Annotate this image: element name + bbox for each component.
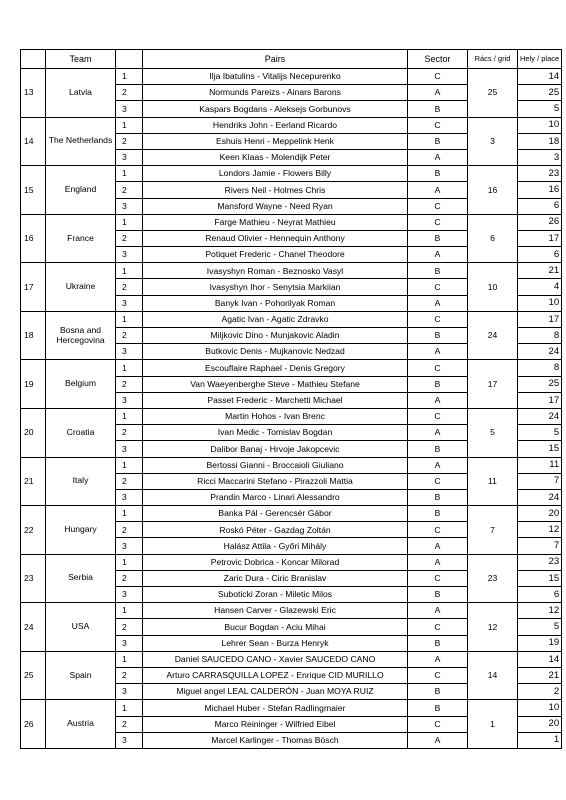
pair-names: Banyk Ivan - Pohorilyak Roman (143, 295, 408, 311)
pair-number: 3 (116, 198, 143, 214)
pair-number: 2 (116, 716, 143, 732)
sector: B (408, 263, 468, 279)
place: 6 (518, 587, 562, 603)
pair-number: 2 (116, 425, 143, 441)
pair-number: 2 (116, 619, 143, 635)
team-name: Italy (46, 457, 116, 506)
place: 7 (518, 538, 562, 554)
place: 10 (518, 295, 562, 311)
pair-number: 1 (116, 311, 143, 327)
place: 6 (518, 198, 562, 214)
place: 26 (518, 214, 562, 230)
pair-number: 2 (116, 85, 143, 101)
table-row (21, 603, 562, 619)
sector: B (408, 133, 468, 149)
pair-number: 2 (116, 522, 143, 538)
team-number: 21 (21, 457, 46, 506)
pair-names: Renaud Olivier - Hennequin Anthony (143, 230, 408, 246)
sector: C (408, 279, 468, 295)
pair-names: Farge Mathieu - Neyrat Mathieu (143, 214, 408, 230)
grid-number: 3 (468, 117, 518, 166)
team-number: 13 (21, 69, 46, 118)
pair-names: Dalibor Banaj - Hrvoje Jakopcevic (143, 441, 408, 457)
pair-names: Prandin Marco - Linari Alessandro (143, 489, 408, 505)
place: 8 (518, 328, 562, 344)
team-name: USA (46, 603, 116, 652)
table-row (21, 651, 562, 667)
sector: B (408, 587, 468, 603)
table-row (21, 214, 562, 230)
sector: B (408, 230, 468, 246)
team-number: 19 (21, 360, 46, 409)
place: 2 (518, 684, 562, 700)
team-number: 23 (21, 554, 46, 603)
place: 16 (518, 182, 562, 198)
pair-number: 3 (116, 101, 143, 117)
place: 12 (518, 603, 562, 619)
pair-number: 3 (116, 587, 143, 603)
pair-names: Zaric Dura - Ciric Branislav (143, 570, 408, 586)
team-number: 16 (21, 214, 46, 263)
header-place: Hely / place (518, 50, 562, 69)
header-sector: Sector (408, 50, 468, 69)
place: 5 (518, 425, 562, 441)
table-row (21, 166, 562, 182)
pair-names: Londors Jamie - Flowers Billy (143, 166, 408, 182)
pair-names: Lehrer Sean - Burza Henryk (143, 635, 408, 651)
pair-names: Halász Attila - Győri Mihály (143, 538, 408, 554)
grid-number: 6 (468, 214, 518, 263)
grid-number: 23 (468, 554, 518, 603)
table-body (21, 69, 562, 749)
pair-number: 3 (116, 344, 143, 360)
place: 21 (518, 667, 562, 683)
sector: C (408, 214, 468, 230)
pair-number: 3 (116, 732, 143, 748)
sector: C (408, 311, 468, 327)
pair-number: 1 (116, 506, 143, 522)
pair-names: Potiquet Frederic - Chanel Theodore (143, 247, 408, 263)
pair-number: 1 (116, 214, 143, 230)
pair-names: Miljkovic Dino - Munjakovic Aladin (143, 328, 408, 344)
grid-number: 17 (468, 360, 518, 409)
pair-names: Banka Pál - Gerencsér Gábor (143, 506, 408, 522)
team-name: Latvia (46, 69, 116, 118)
pair-names: Suboticki Zoran - Miletic Milos (143, 587, 408, 603)
pair-number: 2 (116, 182, 143, 198)
sector: B (408, 506, 468, 522)
place: 23 (518, 554, 562, 570)
place: 19 (518, 635, 562, 651)
team-name: Austria (46, 700, 116, 749)
place: 1 (518, 732, 562, 748)
sector: C (408, 408, 468, 424)
sector: B (408, 700, 468, 716)
pair-number: 1 (116, 603, 143, 619)
sector: A (408, 85, 468, 101)
pair-number: 3 (116, 149, 143, 165)
pair-number: 3 (116, 295, 143, 311)
pair-number: 2 (116, 667, 143, 683)
sector: B (408, 684, 468, 700)
table-row (21, 311, 562, 327)
pair-names: Bertossi Gianni - Broccaioli Giuliano (143, 457, 408, 473)
pair-names: Butkovic Denis - Mujkanovic Nedzad (143, 344, 408, 360)
sector: A (408, 554, 468, 570)
place: 7 (518, 473, 562, 489)
pair-number: 3 (116, 538, 143, 554)
grid-number: 1 (468, 700, 518, 749)
place: 25 (518, 376, 562, 392)
team-name: Ukraine (46, 263, 116, 312)
results-table (20, 49, 562, 749)
team-number: 25 (21, 651, 46, 700)
sector: A (408, 651, 468, 667)
sector: C (408, 570, 468, 586)
team-name: Croatia (46, 408, 116, 457)
place: 20 (518, 716, 562, 732)
place: 5 (518, 619, 562, 635)
pair-number: 3 (116, 441, 143, 457)
pair-names: Bucur Bogdan - Aciu Mihai (143, 619, 408, 635)
pair-names: Martin Hohos - Ivan Brenc (143, 408, 408, 424)
sector: C (408, 360, 468, 376)
pair-number: 1 (116, 117, 143, 133)
header-grid: Rács / grid (468, 50, 518, 69)
pair-names: Arturo CARRASQUILLA LOPEZ - Enrique CID MURILLO (143, 667, 408, 683)
team-name: England (46, 166, 116, 215)
team-name: Bosna and Hercegovina (46, 311, 116, 360)
team-number: 14 (21, 117, 46, 166)
pair-number: 1 (116, 554, 143, 570)
team-number: 20 (21, 408, 46, 457)
pair-names: Michael Huber - Stefan Radlingmaier (143, 700, 408, 716)
pair-names: Mansford Wayne - Need Ryan (143, 198, 408, 214)
place: 24 (518, 408, 562, 424)
team-number: 26 (21, 700, 46, 749)
pair-number: 1 (116, 69, 143, 85)
team-number: 18 (21, 311, 46, 360)
pair-number: 3 (116, 489, 143, 505)
place: 11 (518, 457, 562, 473)
pair-names: Kaspars Bogdans - Aleksejs Gorbunovs (143, 101, 408, 117)
place: 25 (518, 85, 562, 101)
pair-number: 1 (116, 360, 143, 376)
grid-number: 12 (468, 603, 518, 652)
sector: C (408, 69, 468, 85)
sector: A (408, 295, 468, 311)
pair-number: 2 (116, 328, 143, 344)
sector: A (408, 182, 468, 198)
table-row (21, 69, 562, 85)
grid-number: 16 (468, 166, 518, 215)
sector: A (408, 149, 468, 165)
place: 23 (518, 166, 562, 182)
place: 17 (518, 230, 562, 246)
team-name: France (46, 214, 116, 263)
place: 14 (518, 651, 562, 667)
pair-names: Passet Frederic - Marchetti Michael (143, 392, 408, 408)
team-name: Serbia (46, 554, 116, 603)
sector: C (408, 117, 468, 133)
header-team: Team (46, 50, 116, 69)
sector: A (408, 457, 468, 473)
pair-names: Miguel angel LEAL CALDERÓN - Juan MOYA RUIZ (143, 684, 408, 700)
place: 15 (518, 570, 562, 586)
pair-names: Ivasyshyn Roman - Beznosko Vasyl (143, 263, 408, 279)
sector: C (408, 473, 468, 489)
table-row (21, 263, 562, 279)
sector: C (408, 716, 468, 732)
place: 17 (518, 392, 562, 408)
place: 17 (518, 311, 562, 327)
pair-names: Agatic Ivan - Agatic Zdravko (143, 311, 408, 327)
pair-number: 1 (116, 408, 143, 424)
pair-number: 2 (116, 376, 143, 392)
sector: C (408, 522, 468, 538)
pair-number: 1 (116, 700, 143, 716)
sector: A (408, 603, 468, 619)
header-pairs: Pairs (143, 50, 408, 69)
pair-number: 2 (116, 230, 143, 246)
grid-number: 5 (468, 408, 518, 457)
place: 12 (518, 522, 562, 538)
place: 24 (518, 489, 562, 505)
pair-names: Hendriks John - Eerland Ricardo (143, 117, 408, 133)
place: 3 (518, 149, 562, 165)
pair-names: Petrovic Dobrica - Koncar Milorad (143, 554, 408, 570)
pair-names: Van Waeyenberghe Steve - Mathieu Stefane (143, 376, 408, 392)
team-number: 17 (21, 263, 46, 312)
pair-number: 3 (116, 247, 143, 263)
pair-number: 2 (116, 133, 143, 149)
pair-names: Roskó Péter - Gazdag Zoltán (143, 522, 408, 538)
place: 21 (518, 263, 562, 279)
sector: A (408, 538, 468, 554)
place: 10 (518, 700, 562, 716)
place: 6 (518, 247, 562, 263)
pair-names: Escouflaire Raphael - Denis Gregory (143, 360, 408, 376)
grid-number: 11 (468, 457, 518, 506)
pair-number: 1 (116, 166, 143, 182)
table-row (21, 506, 562, 522)
sector: A (408, 425, 468, 441)
pair-number: 2 (116, 473, 143, 489)
header-number (21, 50, 46, 69)
sector: C (408, 619, 468, 635)
table-row (21, 117, 562, 133)
place: 8 (518, 360, 562, 376)
team-number: 15 (21, 166, 46, 215)
sector: B (408, 328, 468, 344)
pair-names: Eshuis Henri - Meppelink Henk (143, 133, 408, 149)
grid-number: 25 (468, 69, 518, 118)
place: 14 (518, 69, 562, 85)
team-number: 24 (21, 603, 46, 652)
place: 24 (518, 344, 562, 360)
place: 10 (518, 117, 562, 133)
pair-number: 1 (116, 457, 143, 473)
sector: A (408, 732, 468, 748)
grid-number: 14 (468, 651, 518, 700)
pair-names: Normunds Pareizs - Ainars Barons (143, 85, 408, 101)
table-row (21, 408, 562, 424)
pair-names: Keen Klaas - Molendijk Peter (143, 149, 408, 165)
pair-names: Ivan Medic - Tomislav Bogdan (143, 425, 408, 441)
sector: B (408, 166, 468, 182)
sector: B (408, 489, 468, 505)
pair-names: Marcel Karlinger - Thomas Bösch (143, 732, 408, 748)
grid-number: 7 (468, 506, 518, 555)
table-row (21, 700, 562, 716)
place: 4 (518, 279, 562, 295)
header-row (21, 50, 562, 69)
grid-number: 24 (468, 311, 518, 360)
pair-names: Ilja Ibatulins - Vitalijs Necepurenko (143, 69, 408, 85)
table-row (21, 360, 562, 376)
grid-number: 10 (468, 263, 518, 312)
team-name: Spain (46, 651, 116, 700)
team-number: 22 (21, 506, 46, 555)
sector: A (408, 247, 468, 263)
header-pair-number (116, 50, 143, 69)
place: 5 (518, 101, 562, 117)
sector: C (408, 198, 468, 214)
sector: A (408, 392, 468, 408)
table-row (21, 457, 562, 473)
sector: B (408, 441, 468, 457)
pair-names: Daniel SAUCEDO CANO - Xavier SAUCEDO CANO (143, 651, 408, 667)
place: 20 (518, 506, 562, 522)
pair-number: 1 (116, 263, 143, 279)
team-name: Hungary (46, 506, 116, 555)
sector: A (408, 344, 468, 360)
sector: B (408, 635, 468, 651)
pair-names: Hansen Carver - Glazewski Eric (143, 603, 408, 619)
place: 18 (518, 133, 562, 149)
team-name: The Netherlands (46, 117, 116, 166)
pair-number: 3 (116, 392, 143, 408)
team-name: Belgium (46, 360, 116, 409)
pair-number: 3 (116, 635, 143, 651)
table-row (21, 554, 562, 570)
pair-names: Rivers Neil - Holmes Chris (143, 182, 408, 198)
pair-names: Marco Reininger - Wilfried Eibel (143, 716, 408, 732)
pair-number: 2 (116, 279, 143, 295)
pair-number: 2 (116, 570, 143, 586)
pair-names: Ivasyshyn Ihor - Senytsia Markiian (143, 279, 408, 295)
place: 15 (518, 441, 562, 457)
sector: C (408, 667, 468, 683)
sector: B (408, 101, 468, 117)
pair-names: Ricci Maccarini Stefano - Pirazzoli Mattia (143, 473, 408, 489)
sector: B (408, 376, 468, 392)
pair-number: 3 (116, 684, 143, 700)
pair-number: 1 (116, 651, 143, 667)
